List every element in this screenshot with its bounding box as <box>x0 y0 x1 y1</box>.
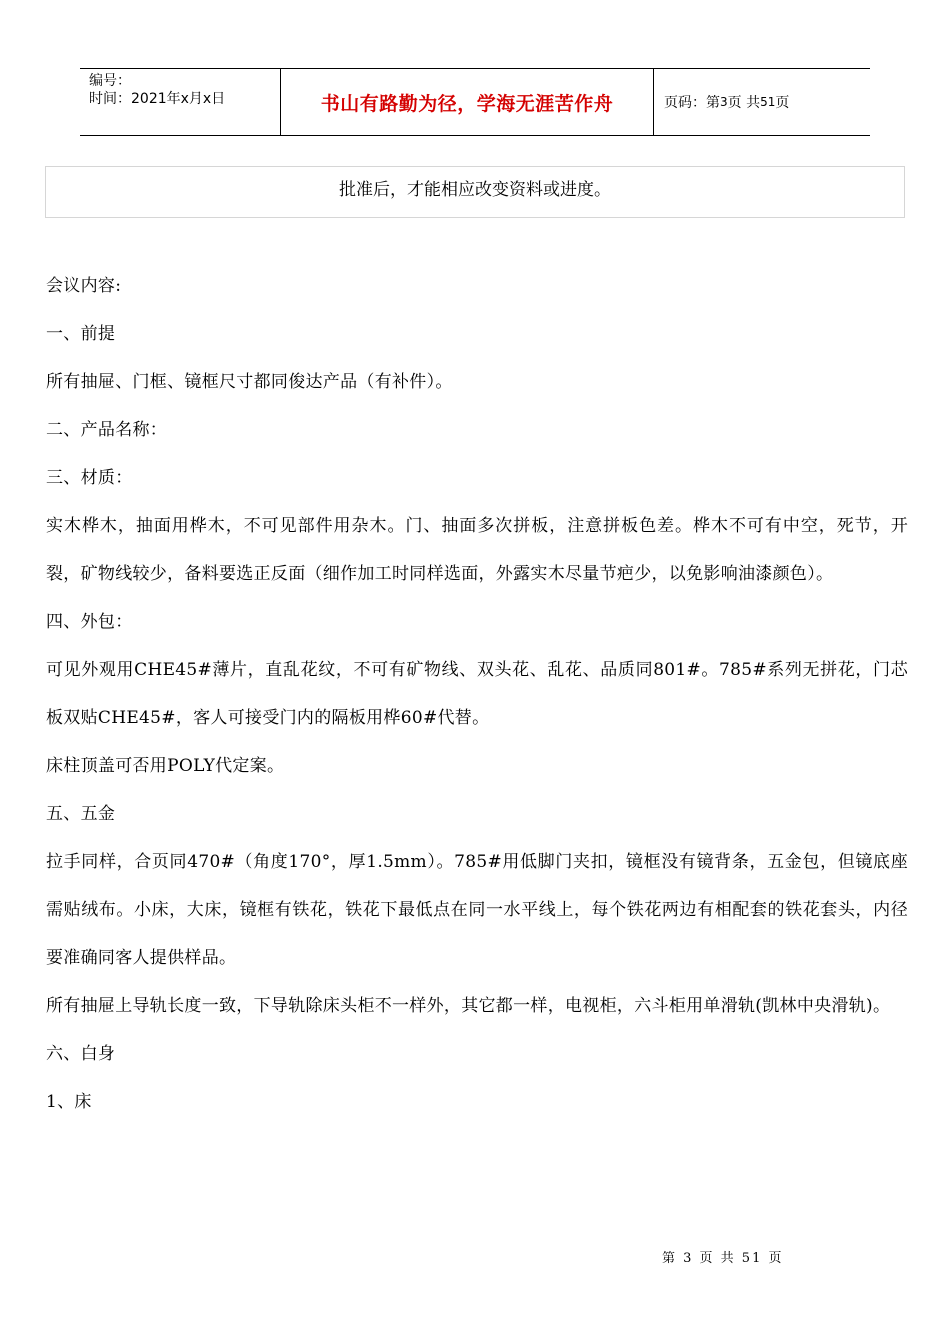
section-material: 三、材质： <box>46 468 133 488</box>
document-date: 时间：2021年x月x日 <box>89 91 226 107</box>
material-text: 实木桦木，抽面用桦木，不可见部件用杂木。门、抽面多次拼板，注意拼板色差。桦木不可有中空，死节，开裂，矿物线较少，备料要选正反面（细作加工时同样选面，外露实木尽量节疤少，以免影响油漆颜色）。 <box>46 516 908 584</box>
section-premise: 一、前提 <box>46 324 116 344</box>
page-mid: 页 共 <box>727 95 761 111</box>
page-suffix: 页 <box>775 95 790 111</box>
document-body <box>46 262 908 1126</box>
section-veneer: 四、外包： <box>46 612 133 632</box>
page-total: 51 <box>760 95 776 109</box>
header-page-info <box>654 69 870 135</box>
item-bed: 1、床 <box>46 1092 92 1112</box>
hardware-text: 拉手同样，合页同470#（角度170°，厚1.5mm）。785#用低脚门夹扣，镜框没有镜背条，五金包，但镜底座需贴绒布。小床，大床，镜框有铁花，铁花下最低点在同一水平线上，每个铁花两边有相配套的铁花套头，内径要准确同客人提供样品。 <box>46 852 908 968</box>
header-motto: 书山有路勤为径，学海无涯苦作舟 <box>280 69 654 135</box>
section-hardware: 五、五金 <box>46 804 116 824</box>
veneer-text: 可见外观用CHE45#薄片，直乱花纹，不可有矿物线、双头花、乱花、品质同801#。785#系列无拼花，门芯板双贴CHE45#，客人可接受门内的隔板用桦60#代替。 <box>46 660 908 728</box>
page-header <box>80 68 870 136</box>
page-prefix: 页码：第 <box>664 95 720 111</box>
document-number-label: 编号： <box>89 73 131 89</box>
section-product-name: 二、产品名称： <box>46 420 168 440</box>
meeting-content-heading: 会议内容: <box>46 276 122 296</box>
premise-text: 所有抽屉、门框、镜框尺寸都同俊达产品（有补件）。 <box>46 372 453 392</box>
section-white-body: 六、白身 <box>46 1044 116 1064</box>
page-footer: 第 3 页 共 51 页 <box>662 1251 784 1266</box>
drawer-rail-text: 所有抽屉上导轨长度一致，下导轨除床头柜不一样外，其它都一样，电视柜，六斗柜用单滑轨(凯林中央滑轨)。 <box>46 996 891 1016</box>
bedpost-text: 床柱顶盖可否用POLY代定案。 <box>46 756 285 776</box>
page-current: 3 <box>720 95 728 109</box>
approval-note: 批准后，才能相应改变资料或进度。 <box>45 166 905 218</box>
header-meta <box>80 69 280 135</box>
